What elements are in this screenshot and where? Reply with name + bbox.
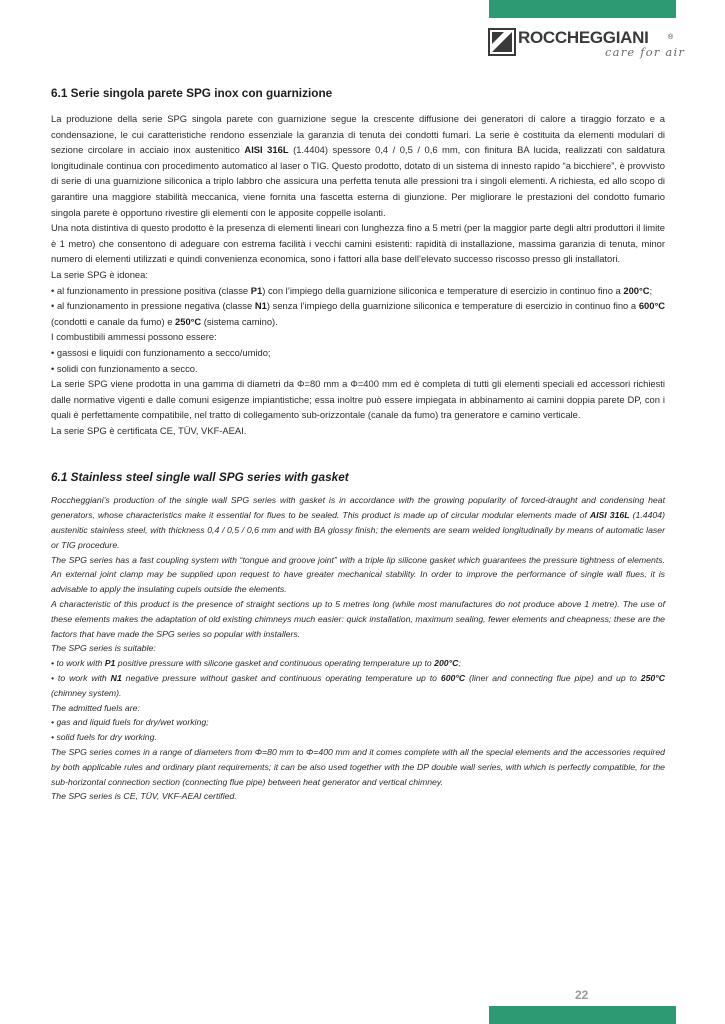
paragraph: La produzione della serie SPG singola parete con guarnizione segue la crescente diffusione dei generatori di calore a tiraggio forzato e a condensazione, le cui caratteristiche rendono essenziale la garanzia di tenuta dei condotti fumari. La serie è costituita da elementi modulari di sezione circolare in acciaio inox austenitico AISI 316L (1.4404) spessore 0,4 / 0,5 / 0,6 mm, con finitura BA lucida, realizzati con saldatura longitudinale continua con procedimento automatico al laser o TIG. Questo prodotto, dotato di un sistema di innesto rapido “a bicchiere”, è provvisto di serie di una guarnizione siliconica a triplo labbro che assicura una perfetta tenuta alle pressioni tra i singoli elementi. A richiesta, ed allo scopo di garantire una maggiore stabilità meccanica, viene fornita una fascetta esterna di giunzione. Per migliorare le prestazioni del condotto fumario singola parete è opportuno rivestire gli elementi con le apposite coppelle isolanti. (51, 113, 665, 218)
paragraph: Una nota distintiva di questo prodotto è la presenza di elementi lineari con lunghezza fino a 5 metri (per la maggior parte degli altri produttori il limite è 1 metro) che consentono di adeguare con estrema facilità i vecchi camini esistenti: rapidità di installazione, massima garanzia di tenuta, minor numero di elementi utilizzati e quindi convenienza economica, sono i fattori alla base dell’elevato successo riscosso presso gli installatori. (51, 222, 665, 265)
paragraph: Roccheggiani’s production of the single wall SPG series with gasket is in accordance with the growing popularity of forced-draught and condensing heat generators, whose characteristics make it essential for flues to be sealed. This product is made up of circular modular elements made of AISI 316L (1.4404) austenitic stainless steel, with thickness 0,4 / 0,5 / 0,6 mm and with BA glossy finish; the elements are seam welded longitudinally by means of automatic laser or TIG procedure. (51, 495, 665, 550)
paragraph: A characteristic of this product is the presence of straight sections up to 5 metres long (while most manufactures do not produce above 1 metre). The use of these elements makes the adaptation of old existing chimneys much easier: quick installation, maximum sealing, fewer elements and cheapness; these are the factors that have made the SPG series so popular with installers. (51, 599, 665, 639)
list-item: • solid fuels for dry working. (51, 732, 157, 743)
page-number: 22 (575, 988, 589, 1002)
paragraph: The admitted fuels are: (51, 702, 140, 713)
list-item: • gassosi e liquidi con funzionamento a secco/umido; (51, 346, 271, 358)
header-accent-bar (489, 0, 676, 18)
section-title-it: 6.1 Serie singola parete SPG inox con guarnizione (51, 86, 333, 100)
list-item: • gas and liquid fuels for dry/wet working; (51, 717, 209, 728)
brand-tagline: care for air (605, 45, 686, 59)
section-title-en: 6.1 Stainless steel single wall SPG series with gasket (51, 470, 349, 485)
footer-accent-bar (489, 1006, 676, 1024)
paragraph: The SPG series is suitable: (51, 643, 156, 654)
list-item: • al funzionamento in pressione negativa (classe N1) senza l’impiego della guarnizione siliconica e temperature di esercizio in continuo fino a 600°C (condotti e canale da fumo) e 250°C (sistema camino). (51, 300, 665, 327)
english-section (51, 470, 665, 804)
list-item: • al funzionamento in pressione positiva (classe P1) con l’impiego della guarnizione siliconica e temperature di esercizio in continuo fino a 200°C; (51, 284, 653, 296)
paragraph: La serie SPG è certificata CE, TÜV, VKF-AEAI. (51, 424, 247, 436)
list-item: • to work with P1 positive pressure with silicone gasket and continuous operating temperature up to 200°C; (51, 658, 461, 669)
paragraph: La serie SPG è idonea: (51, 268, 148, 280)
page-content (51, 86, 665, 804)
brand-logo (488, 26, 688, 66)
paragraph: I combustibili ammessi possono essere: (51, 331, 217, 343)
list-item: • solidi con funzionamento a secco. (51, 362, 198, 374)
logo-mark-icon (488, 28, 516, 56)
paragraph: The SPG series has a fast coupling system with “tongue and groove joint” with a triple lip silicone gasket which guarantees the pressure tightness of elements. An external joint clamp may be supplied upon request to have greater mechanical stability. In order to improve the performance of single wall flues, it is advisable to apply the insulating cupels outside the elements. (51, 554, 665, 595)
paragraph: The SPG series comes in a range of diameters from Φ=80 mm to Φ=400 mm and it comes complete with all the special elements and the accessories required by both applicable rules and ordinary plant requirements; it can be also used together with the DP double wall series, with which is perfectly compatible, for the sub-horizontal connection section (connecting flue pipe) between heat generator and vertical chimney. (51, 747, 665, 787)
brand-name: ROCCHEGGIANI (518, 28, 649, 47)
paragraph: The SPG series is CE, TÜV, VKF-AEAI certified. (51, 791, 237, 802)
paragraph: La serie SPG viene prodotta in una gamma di diametri da Φ=80 mm a Φ=400 mm ed è completa di tutti gli elementi speciali ed accessori richiesti dalle normative vigenti e dalle comuni esigenze impiantistiche; essa inoltre può essere impiegata in abbinamento ai camini doppia parete DP, con i quali è perfettamente compatibile, nel tratto di collegamento sub-orizzontale (canale da fumo) tra generatore e camino verticale. (51, 378, 665, 421)
registered-mark: ® (668, 34, 674, 41)
italian-section (51, 86, 665, 438)
list-item: • to work with N1 negative pressure without gasket and continuous operating temperature up to 600°C (liner and connecting flue pipe) and up to 250°C (chimney system). (51, 673, 666, 698)
